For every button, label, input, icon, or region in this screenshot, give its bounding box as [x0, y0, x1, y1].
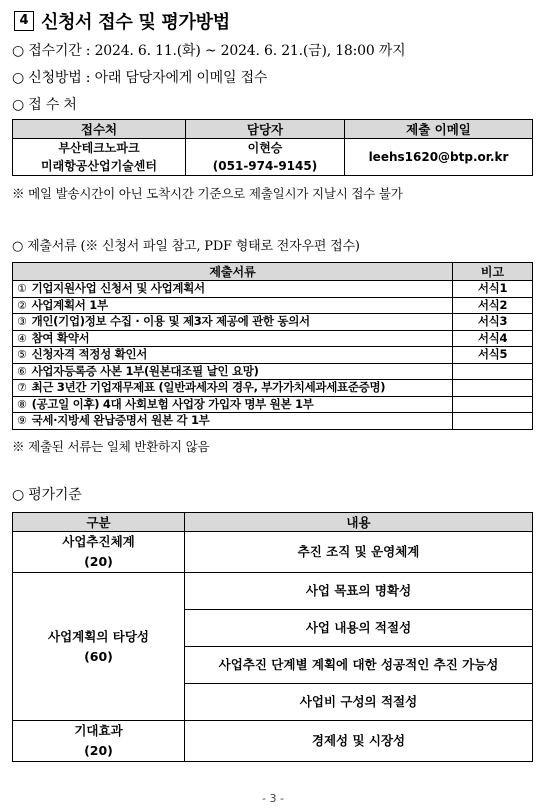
document-row [13, 330, 533, 347]
evaluation-category-cell [13, 532, 185, 573]
evaluation-table [12, 512, 533, 762]
evaluation-row [13, 721, 533, 762]
document-number: ⑥ [17, 364, 27, 378]
page-number: - 3 - [262, 792, 284, 805]
evaluation-item-cell: 사업 목표의 명확성 [185, 573, 533, 610]
document-number: ③ [17, 315, 27, 329]
document-number: ⑧ [17, 397, 27, 411]
document-name-cell [13, 363, 453, 380]
email-note: ※ 메일 발송시간이 아닌 도착시간 기준으로 제출일시가 지날시 접수 불가 [12, 186, 403, 201]
document-note-cell: 서식5 [453, 347, 533, 364]
evaluation-category-name: 기대효과 [74, 723, 123, 738]
evaluation-category-score: (60) [84, 648, 113, 664]
document-name-cell [13, 380, 453, 397]
document-number: ⑦ [17, 381, 27, 395]
evaluation-item-cell: 사업추진 단계별 계획에 대한 성공적인 추진 가능성 [185, 647, 533, 684]
document-row [13, 363, 533, 380]
document-name: 국세·지방세 완납증명서 원본 각 1부 [31, 413, 210, 428]
contact-person-phone: (051-974-9145) [212, 159, 318, 173]
document-note-cell: 서식4 [453, 330, 533, 347]
document-row [13, 314, 533, 331]
section-title [14, 6, 230, 36]
document-name-cell [13, 396, 453, 413]
document-name: 신청자격 적정성 확인서 [31, 347, 148, 362]
contact-person-name: 이현승 [247, 141, 283, 155]
document-note-cell [453, 380, 533, 397]
contact-header-person: 담당자 [186, 120, 345, 139]
section-title-text: 신청서 접수 및 평가방법 [41, 12, 230, 33]
documents-table-body [13, 281, 533, 430]
document-name: 개인(기업)정보 수집 · 이용 및 제3자 제공에 관한 동의서 [31, 314, 310, 329]
document-name-cell [13, 281, 453, 298]
evaluation-category-score: (20) [84, 743, 113, 758]
document-name: (공고일 이후) 4대 사회보험 사업장 가입자 명부 원본 1부 [31, 396, 314, 411]
document-note-cell: 서식1 [453, 281, 533, 298]
document-name: 사업자등록증 사본 1부(원본대조필 날인 요망) [31, 363, 259, 378]
document-note-cell [453, 413, 533, 430]
evaluation-category-cell [13, 721, 185, 762]
place-line: ○ 접 수 처 [12, 97, 77, 113]
evaluation-category-name: 사업추진체계 [62, 534, 135, 549]
document-row [13, 380, 533, 397]
document-name: 최근 3년간 기업재무제표 (일반과세자의 경우, 부가가치세과세표준증명) [31, 380, 386, 395]
evaluation-item-cell: 경제성 및 시장성 [185, 721, 533, 762]
document-row [13, 347, 533, 364]
documents-table-header [13, 263, 533, 281]
document-name-cell [13, 347, 453, 364]
document-note-cell [453, 396, 533, 413]
document-name: 사업계획서 1부 [31, 297, 108, 312]
contact-header-org: 접수처 [13, 120, 186, 139]
evaluation-table-body [13, 532, 533, 762]
evaluation-table-header [13, 513, 533, 532]
contact-email-cell: leehs1620@btp.or.kr [345, 139, 533, 176]
evaluation-header-category: 구분 [13, 513, 185, 532]
contact-table-row [13, 139, 533, 176]
document-row [13, 297, 533, 314]
document-row [13, 281, 533, 298]
contact-table [12, 119, 533, 176]
evaluation-item-cell: 사업비 구성의 적절성 [185, 684, 533, 721]
document-note-cell [453, 363, 533, 380]
document-name: 참여 확약서 [31, 330, 90, 345]
document-name-cell [13, 297, 453, 314]
document-note-cell: 서식2 [453, 297, 533, 314]
contact-header-email: 제출 이메일 [345, 120, 533, 139]
contact-person-cell [186, 139, 345, 176]
document-row [13, 413, 533, 430]
evaluation-row [13, 573, 533, 610]
docs-heading: ○ 제출서류 (※ 신청서 파일 참고, PDF 형태로 전자우편 접수) [12, 239, 360, 254]
document-number: ⑤ [17, 348, 27, 362]
document-number: ④ [17, 331, 27, 345]
contact-org-cell [13, 139, 186, 176]
evaluation-row [13, 532, 533, 573]
document-number: ② [17, 298, 27, 312]
document-name-cell [13, 330, 453, 347]
contact-table-header [13, 120, 533, 139]
evaluation-item-cell: 추진 조직 및 운영체계 [185, 532, 533, 573]
documents-table [12, 262, 533, 430]
contact-org-line1: 부산테크노파크 [58, 141, 140, 155]
evaluation-header-content: 내용 [185, 513, 533, 532]
document-name-cell [13, 314, 453, 331]
eval-heading: ○ 평가기준 [12, 487, 82, 503]
evaluation-item-cell: 사업 내용의 적절성 [185, 610, 533, 647]
contact-org-line2: 미래항공산업기술센터 [41, 159, 157, 173]
section-number-box: 4 [14, 11, 34, 31]
docs-note: ※ 제출된 서류는 일체 반환하지 않음 [12, 439, 210, 454]
document-number: ① [17, 282, 27, 296]
evaluation-category-name: 사업계획의 타당성 [48, 628, 149, 644]
evaluation-category-cell [13, 573, 185, 721]
document-name-cell [13, 413, 453, 430]
documents-header-name: 제출서류 [13, 263, 453, 281]
document-number: ⑨ [17, 414, 27, 428]
document-name: 기업지원사업 신청서 및 사업계획서 [31, 281, 205, 296]
document-note-cell: 서식3 [453, 314, 533, 331]
period-line: ○ 접수기간 : 2024. 6. 11.(화) ~ 2024. 6. 21.(금), 18:00 까지 [12, 43, 406, 59]
evaluation-category-score: (20) [84, 554, 113, 569]
method-line: ○ 신청방법 : 아래 담당자에게 이메일 접수 [12, 70, 268, 86]
documents-header-note: 비고 [453, 263, 533, 281]
document-row [13, 396, 533, 413]
